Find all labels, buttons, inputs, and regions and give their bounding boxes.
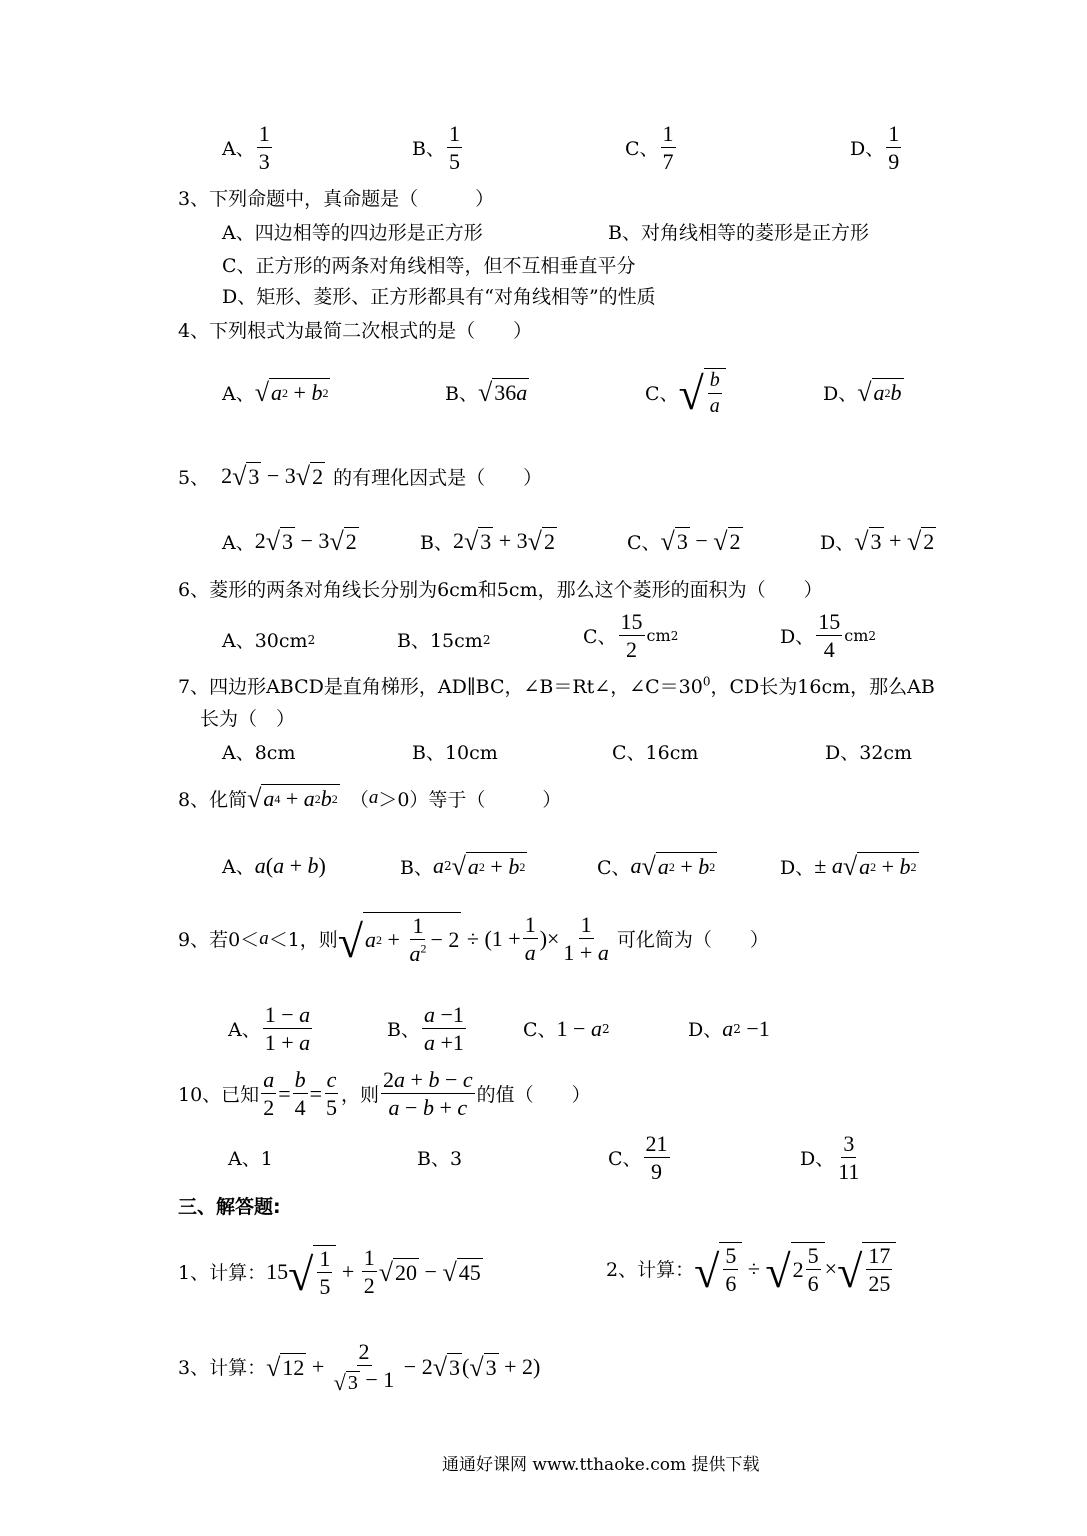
- q3-option-a: A、四边相等的四边形是正方形: [222, 222, 483, 244]
- q2-option-a: A、 $\frac{1}{3}$: [222, 121, 270, 175]
- q10-option-c: C、 $\frac{21}{9}$: [608, 1131, 668, 1185]
- q8-option-c: C、 a √ a 2 + b 2: [597, 852, 716, 881]
- q3-stem: 3、下列命题中，真命题是（ ）: [178, 188, 495, 210]
- q9-option-b: B、 $\frac{a -1}{a +1}$: [387, 1002, 464, 1056]
- q5-option-d: D、 √ 3 + √ 2: [820, 527, 935, 556]
- q4-option-d: D、 √ a 2 b: [823, 378, 902, 407]
- q5-option-b: B、 2 √ 3 + 3 √ 2: [420, 527, 555, 556]
- q7-option-b: B、10cm: [412, 742, 498, 764]
- q7-option-c: C、16cm: [612, 742, 699, 764]
- q6-option-d: D、 $\frac{15}{4}$ cm 2: [780, 609, 877, 663]
- q5-stem: 5、 2 √ 3 − 3 √ 2 的有理化因式是（ ）: [178, 462, 543, 491]
- section-title: 三、解答题:: [178, 1196, 281, 1218]
- q4-stem: 4、下列根式为最简二次根式的是（ ）: [178, 320, 533, 342]
- q2-option-c: C、 $\frac{1}{7}$: [625, 121, 674, 175]
- q3-option-d: D、矩形、菱形、正方形都具有“对角线相等”的性质: [222, 286, 656, 308]
- q8-option-a: A、 a(a + b): [222, 852, 326, 878]
- q9-option-d: D、 a 2 −1: [688, 1015, 770, 1041]
- q10-option-b: B、3: [417, 1148, 463, 1170]
- q7-stem-line1: 7、四边形ABCD是直角梯形，AD∥BC，∠B＝Rt∠，$\angle C=30^0$，CD长为16cm，那么AB: [178, 674, 935, 698]
- q4-option-b: B、 √ 36 a: [445, 378, 528, 407]
- q8-stem: 8、化简 √ a 4 + a 2 b 2 （ a ＞0）等于（ ）: [178, 784, 562, 813]
- q10-stem: 10、已知 $\frac{a}{2}$ = $\frac{b}{4}$ = $\frac{c}{5}$ ，则 $\frac{2a + b - c}{a - b + c}$ 的值（ ）: [178, 1067, 591, 1121]
- q8-option-d: D、 ± a √ a 2 + b 2: [780, 852, 917, 881]
- q5-option-a: A、 2 √ 3 − 3 √ 2: [222, 527, 357, 556]
- q6-option-a: A、30cm 2: [222, 630, 316, 652]
- q8-option-b: B、 a 2 √ a 2 + b 2: [400, 852, 526, 881]
- q9-option-c: C、 1 − a 2: [523, 1015, 610, 1041]
- q3-option-b: B、对角线相等的菱形是正方形: [608, 222, 869, 244]
- problem-3: 3、计算： √ 12 + 2 √ 3 − 1 − 2 √ 3 ( √ 3 + 2): [178, 1339, 541, 1395]
- q9-option-a: A、 $\frac{1 - a}{1 + a}$: [228, 1002, 311, 1056]
- q2-option-d: D、 $\frac{1}{9}$: [850, 121, 900, 175]
- q2-option-b: B、 $\frac{1}{5}$: [412, 121, 460, 175]
- problem-1: 1、计算： 15 √ $\frac{1}{5}$ + $\frac{1}{2}$ √ 20 − √ 45: [178, 1245, 481, 1301]
- q6-option-c: C、 $\frac{15}{2}$ cm 2: [583, 609, 679, 663]
- q7-stem-line2: 长为（ ）: [200, 708, 296, 730]
- q9-stem: 9、若0＜ a ＜1，则 √ a 2 + $\frac{1}{a^2}$ − 2 ÷ (1 + $\frac{1}{a}$ )× $\frac{1}{1 + a}$ 可化简为（ ）: [178, 912, 769, 968]
- q6-stem: 6、菱形的两条对角线长分别为6cm和5cm，那么这个菱形的面积为（ ）: [178, 579, 823, 601]
- q10-option-d: D、 $\frac{3}{11}$: [800, 1131, 860, 1185]
- q3-option-c: C、正方形的两条对角线相等，但不互相垂直平分: [222, 255, 636, 277]
- q7-option-d: D、32cm: [825, 742, 913, 764]
- q6-option-b: B、15cm 2: [397, 630, 491, 652]
- q4-option-c: C、 √ $\frac{b}{a}$: [645, 368, 726, 417]
- q4-option-a: A、 √ a 2 + b 2: [222, 378, 329, 407]
- footer-text: 通通好课网 www.tthaoke.com 提供下载: [442, 1455, 760, 1475]
- q10-option-a: A、1: [228, 1148, 273, 1170]
- q5-option-c: C、 √ 3 − √ 2: [627, 527, 741, 556]
- problem-2: 2、计算： √ $\frac{5}{6}$ ÷ √ 2 $\frac{5}{6}$ × √ $\frac{17}{25}$: [606, 1242, 896, 1295]
- q7-option-a: A、8cm: [222, 742, 296, 764]
